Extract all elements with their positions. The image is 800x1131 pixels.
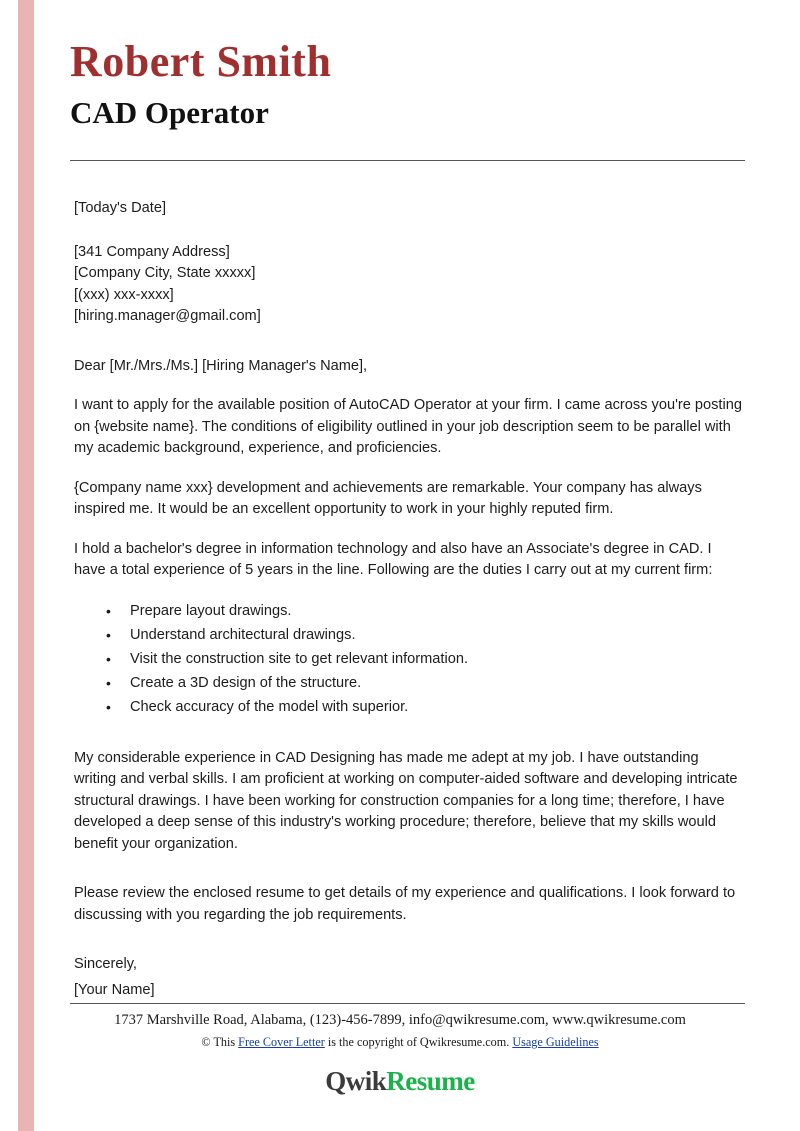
left-accent-bar	[18, 0, 34, 1131]
recipient-address-line: [341 Company Address]	[74, 243, 230, 260]
paragraph-2: {Company name xxx} development and achievements are remarkable. Your company has always inspired me. It would be an excellent opportunity to work in your highly reputed firm.	[74, 479, 702, 517]
spacer	[74, 944, 742, 954]
list-item: • Visit the construction site to get relevant information.	[130, 648, 742, 670]
footer-address: 1737 Marshville Road, Alabama, (123)-456-7899, info@qwikresume.com, www.qwikresume.com	[114, 1012, 686, 1028]
recipient-address-line: [Company City, State xxxxx]	[74, 265, 256, 281]
header-divider	[70, 160, 745, 161]
recipient-address-line: [hiring.manager@gmail.com]	[74, 308, 261, 324]
left-accent-bar-gap	[34, 0, 38, 1131]
paragraph-3: I hold a bachelor's degree in information technology and also have an Associate's degree in CAD. I have a total experience of 5 years in the line. Following are the duties I carry out at my current firm:	[74, 540, 713, 578]
logo-text-resume: Resume	[386, 1066, 475, 1096]
usage-guidelines-link[interactable]: Usage Guidelines	[512, 1035, 599, 1049]
candidate-name: Robert Smith	[70, 37, 332, 86]
duties-list	[74, 600, 742, 718]
copyright-icon: ©	[201, 1035, 211, 1049]
logo-text-qwik: Qwik	[325, 1066, 387, 1096]
qwikresume-logo	[0, 1066, 800, 1097]
list-item: • Check accuracy of the model with superior.	[130, 696, 742, 718]
paragraph-4: My considerable experience in CAD Designing has made me adept at my job. I have outstanding writing and verbal skills. I am proficient at working on computer-aided software and developing intricate structural drawings. I have been working for construction companies for a long time; therefore, I have developed a deep sense of this industry's working procedure; therefore, believe that my skills would benefit your organization.	[74, 749, 738, 852]
recipient-address	[74, 242, 742, 328]
closing-line: Sincerely,	[74, 956, 137, 972]
spacer	[74, 873, 742, 883]
paragraph-1: I want to apply for the available position of AutoCAD Operator at your firm. I came across you're posting on {website name}. The conditions of eligibility outlined in your job description seem to be parallel with my academic background, experience, and proficiencies.	[74, 397, 742, 456]
page-footer	[0, 1012, 800, 1097]
spacer	[74, 738, 742, 748]
paragraph-5: Please review the enclosed resume to get details of my experience and qualifications. I look forward to discussing with you regarding the job requirements.	[74, 885, 736, 923]
footer-copyright-prefix: This	[213, 1035, 236, 1049]
recipient-address-line: [(xxx) xxx-xxxx]	[74, 286, 174, 303]
footer-copyright	[0, 1035, 800, 1050]
letter-content	[60, 0, 760, 1131]
letter-body	[74, 198, 742, 1001]
salutation: Dear [Mr./Mrs./Ms.] [Hiring Manager's Name],	[74, 357, 368, 374]
letter-date: [Today's Date]	[74, 200, 167, 216]
list-item: • Understand architectural drawings.	[130, 624, 742, 646]
footer-copyright-middle: is the copyright of Qwikresume.com.	[327, 1035, 510, 1049]
signature-name: [Your Name]	[74, 981, 155, 998]
footer-divider	[70, 1003, 745, 1004]
list-item: • Prepare layout drawings.	[130, 600, 742, 622]
free-cover-letter-link[interactable]: Free Cover Letter	[238, 1035, 325, 1049]
candidate-job-title: CAD Operator	[70, 95, 269, 131]
list-item: • Create a 3D design of the structure.	[130, 672, 742, 694]
